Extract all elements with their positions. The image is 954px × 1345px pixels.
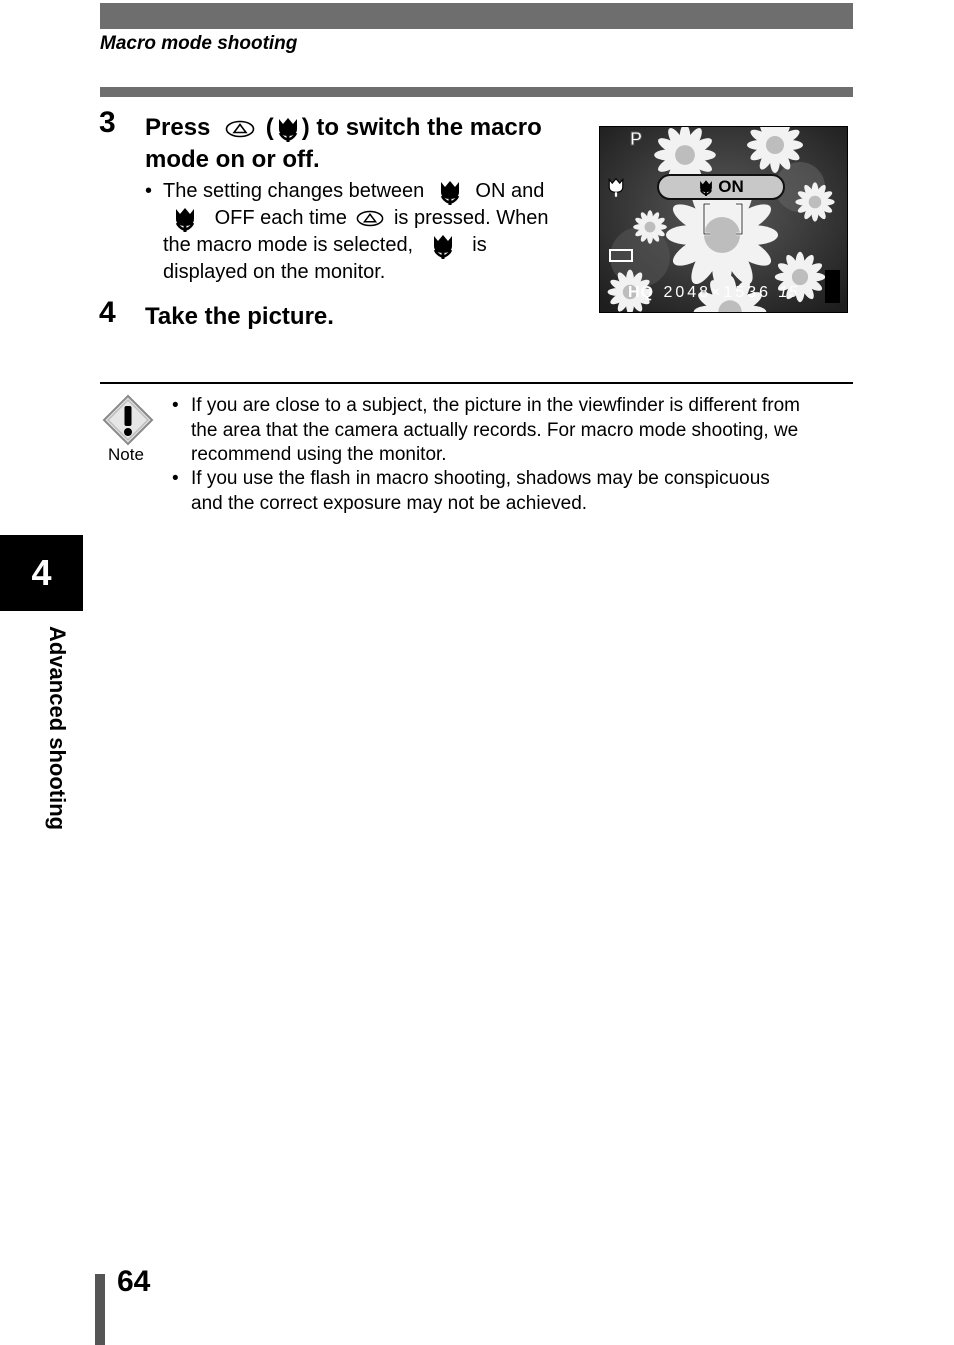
- lcd-info-line: [628, 284, 798, 302]
- note-warning-icon: [102, 394, 154, 446]
- note-divider: [100, 382, 853, 384]
- bullet-text-part: is: [472, 234, 487, 256]
- step-3-bullet-text: [163, 178, 583, 286]
- lcd-black-bar: [825, 270, 840, 303]
- macro-tulip-icon: [438, 179, 462, 205]
- lcd-macro-icon: [607, 177, 625, 197]
- monitor-screenshot: [599, 126, 848, 313]
- note-bullet-dot: •: [172, 468, 179, 489]
- note-bullet-1: If you are close to a subject, the picture in the viewfinder is different from the area that the camera actually records. For macro mode shooting, we recommend using the monitor.: [191, 395, 801, 465]
- bullet-text-part: is pressed. When: [393, 207, 549, 229]
- bullet-text-part: displayed on the monitor.: [163, 261, 386, 283]
- lcd-macro-on-badge: [657, 174, 785, 200]
- step-3-title: [145, 112, 542, 176]
- lcd-macro-status: ON: [718, 177, 744, 196]
- af-frame-icon: [700, 201, 746, 237]
- bullet-text-part: the macro mode is selected,: [163, 234, 414, 256]
- section-divider-bar: [100, 87, 853, 97]
- section-title: Macro mode shooting: [100, 33, 298, 54]
- macro-tulip-icon: [431, 233, 455, 259]
- step-3-bullet-dot: •: [145, 180, 153, 202]
- step-3-title-rest: ) to switch the macro: [301, 114, 542, 141]
- arrow-pad-down-icon: [225, 120, 255, 138]
- lcd-resolution: 2048×1536: [663, 284, 771, 301]
- bullet-text-part: ON and: [475, 180, 545, 202]
- lcd-battery-icon: [609, 249, 633, 262]
- note-label: Note: [108, 445, 144, 464]
- note-bullet-dot: •: [172, 395, 179, 416]
- macro-tulip-icon: [173, 206, 197, 232]
- macro-tulip-icon: [698, 179, 714, 196]
- lcd-frames-remaining: 15: [778, 284, 799, 301]
- step-4-title: Take the picture.: [145, 303, 334, 330]
- chapter-label: Advanced shooting: [45, 626, 70, 831]
- arrow-pad-down-icon: [356, 210, 384, 227]
- step-3-title-line2: mode on or off.: [145, 146, 320, 173]
- lcd-mode-indicator: P: [630, 129, 643, 149]
- bullet-text-part: The setting changes between: [163, 180, 425, 202]
- step-3-title-press: Press: [145, 114, 211, 141]
- step-3-title-open-paren: (: [265, 114, 274, 141]
- bullet-text-part: OFF each time: [214, 207, 347, 229]
- note-bullet-2: If you use the flash in macro shooting, shadows may be conspicuous and the correct exposure may not be achieved.: [191, 468, 770, 514]
- macro-tulip-icon: [276, 116, 300, 142]
- step-4-number: 4: [99, 296, 116, 329]
- lcd-quality: HQ: [628, 284, 654, 301]
- page-number-bar: [95, 1274, 105, 1345]
- page-number: 64: [117, 1265, 151, 1298]
- step-3-number: 3: [99, 106, 116, 139]
- header-bar: [100, 3, 853, 29]
- chapter-tab: 4: [0, 535, 83, 611]
